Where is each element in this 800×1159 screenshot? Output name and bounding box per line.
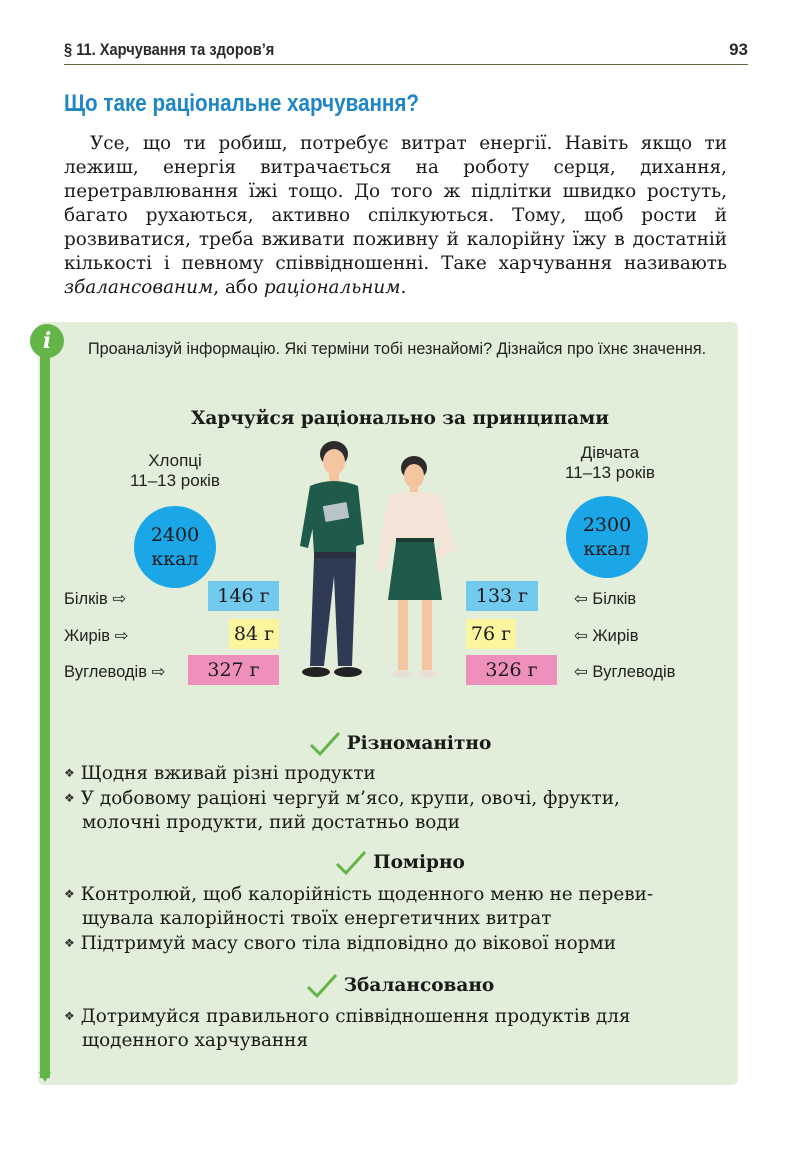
checkmark-icon [306, 973, 338, 999]
bullet-1-1: ❖ Щодня вживай різні продукти [64, 763, 376, 784]
task-text: Проаналізуй інформацію. Які терміни тобі незнайомі? Дізнайся про їхнє значення. [88, 340, 707, 358]
boys-label-line1: Хлопці [148, 451, 202, 470]
arrow-right-icon: ⇨ [114, 627, 129, 645]
boys-fat-value: 84 г [229, 619, 279, 649]
boys-carbs-label: Вуглеводів ⇨ [64, 663, 166, 681]
diamond-bullet-icon: ❖ [64, 1009, 75, 1023]
girls-kcal-value: 2300 [582, 514, 632, 536]
info-sidebar [40, 340, 50, 1078]
boy-illustration [290, 436, 370, 684]
page-heading: Що таке раціональне харчування? [64, 90, 420, 117]
boys-protein-value: 146 г [208, 581, 279, 611]
principle-title-3: Збалансовано [0, 973, 800, 999]
girls-label [545, 443, 675, 483]
page-number: 93 [729, 40, 748, 59]
intro-end: . [400, 277, 407, 298]
arrow-right-icon: ⇨ [151, 663, 166, 681]
boys-kcal-circle [134, 506, 216, 588]
diamond-bullet-icon: ❖ [64, 936, 75, 950]
checkmark-icon [309, 731, 341, 757]
intro-paragraph [64, 132, 727, 300]
bullet-2-1: ❖ Контролюй, щоб калорійність щоденного меню не переви- щувала калорійності твоїх енергетичних витрат [64, 884, 654, 929]
boys-fat-label: Жирів ⇨ [64, 627, 129, 645]
panel-title: Харчуйся раціонально за принципами [191, 408, 609, 429]
arrow-left-icon: ⇦ [574, 663, 588, 681]
section-title: § 11. Харчування та здоров’я [64, 40, 275, 59]
girl-illustration [370, 452, 460, 682]
principle-title-1: Різноманітно [0, 731, 800, 757]
bullet-1-2: ❖ У добовому раціоні чергуй м’ясо, крупи, овочі, фрукти, молочні продукти, пий достатньо води [64, 788, 620, 833]
boys-label-line2: 11–13 років [130, 471, 220, 490]
diamond-bullet-icon: ❖ [64, 887, 75, 901]
principle-title-2: Помірно [0, 850, 800, 876]
info-box [38, 322, 738, 1085]
girls-protein-label: ⇦ Білків [574, 590, 637, 608]
girls-kcal-circle [566, 496, 648, 578]
checkmark-icon [335, 850, 367, 876]
running-head [64, 40, 748, 65]
boys-carbs-value: 327 г [188, 655, 279, 685]
diamond-bullet-icon: ❖ [64, 791, 75, 805]
term-rational: раціональним [263, 277, 401, 298]
bullet-2-2: ❖ Підтримуй масу свого тіла відповідно до вікової норми [64, 933, 616, 954]
boys-kcal-value: 2400 [150, 524, 200, 546]
boys-protein-label: Білків ⇨ [64, 590, 127, 608]
girls-fat-label: ⇦ Жирів [574, 627, 639, 645]
girls-kcal-unit: ккал [583, 538, 631, 560]
girls-fat-value: 76 г [466, 619, 516, 649]
arrow-left-icon: ⇦ [574, 627, 588, 645]
arrow-left-icon: ⇦ [574, 590, 588, 608]
intro-or: , або [213, 277, 264, 298]
term-balanced: збалансованим [64, 277, 214, 298]
bullet-3-1: ❖ Дотримуйся правильного співвідношення продуктів для щоденного харчування [64, 1006, 631, 1051]
girls-label-line1: Дівчата [580, 443, 640, 462]
diamond-bullet-icon: ❖ [64, 766, 75, 780]
girls-label-line2: 11–13 років [565, 463, 655, 482]
boys-kcal-unit: ккал [151, 548, 199, 570]
girls-carbs-value: 326 г [466, 655, 557, 685]
girls-carbs-label: ⇦ Вуглеводів [574, 663, 676, 681]
girls-protein-value: 133 г [466, 581, 538, 611]
sidebar-arrow-icon [39, 1072, 51, 1082]
arrow-right-icon: ⇨ [112, 590, 127, 608]
intro-text: Усе, що ти робиш, потребує витрат енергії. Навіть якщо ти лежиш, енергія витрачається на роботу серця, дихання, перетравлювання їжі тощо. До того ж підлітки швидко ростуть, багато рухаються, активно спілкуються. Тому, щоб рости й розвиватися, треба вживати поживну й калорійну їжу в достатній кількості і певному співвідношенні. Таке харчування називають [64, 133, 727, 274]
boys-label [110, 451, 240, 491]
info-icon: i [30, 324, 64, 358]
